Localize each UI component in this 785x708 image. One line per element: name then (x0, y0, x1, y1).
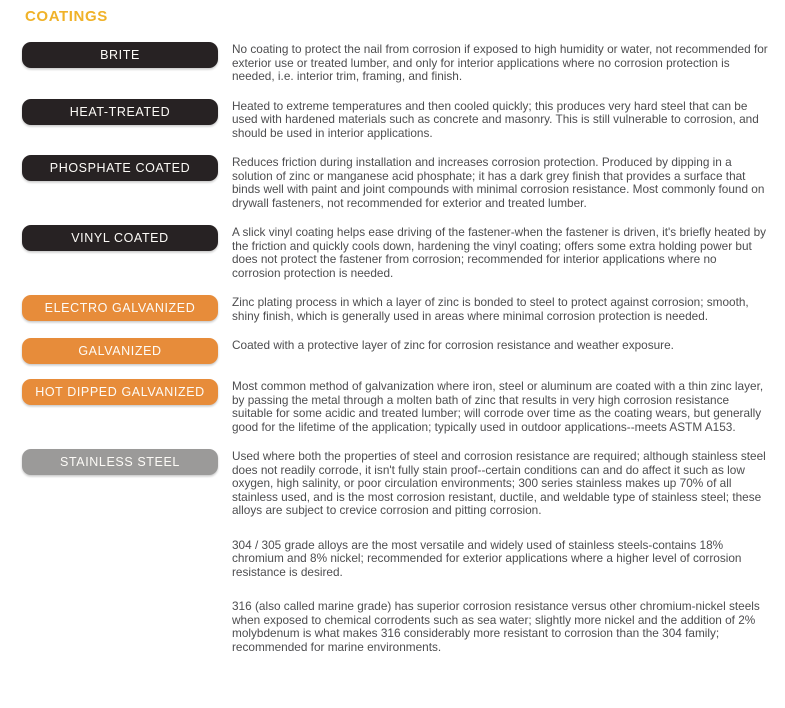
coating-row-hot-dipped-galvanized (22, 379, 768, 434)
description-paragraph: Used where both the properties of steel and corrosion resistance are required; although stainless steel does not readily corrode, it isn't fully stain proof--certain conditions can and do affect it such as low oxygen, high salinity, or poor circulation environments; 300 series stainless makes up 70% of all stainless used, and is the most corrosion resistant, ductile, and weldable type of stainless steel; these alloys are subject to crevice corrosion and pitting corrosion. (232, 449, 766, 517)
coating-row-galvanized (22, 338, 768, 364)
description-paragraph: Heated to extreme temperatures and then cooled quickly; this produces very hard steel that can be used with hardened materials such as concrete and masonry. This is still vulnerable to corrosion, and should be used in interior applications. (232, 98, 759, 140)
coating-description-hot-dipped-galvanized (232, 379, 768, 434)
coating-description-stainless-steel (232, 449, 768, 654)
coating-row-electro-galvanized (22, 295, 768, 323)
coating-description-brite (232, 42, 768, 84)
coating-row-heat-treated (22, 99, 768, 141)
coatings-list (22, 42, 768, 654)
coating-description-heat-treated (232, 99, 768, 141)
description-paragraph: A slick vinyl coating helps ease driving of the fastener-when the fastener is driven, it's briefly heated by the friction and quickly cools down, hardening the vinyl coating; offers some extra holding power but does not protect the fastener from corrosion; recommended for interior applications where no corrosion protection is needed. (232, 225, 767, 280)
description-paragraph: Coated with a protective layer of zinc for corrosion resistance and weather exposure. (232, 338, 674, 352)
coating-badge-brite: BRITE (22, 42, 218, 68)
coating-row-stainless-steel (22, 449, 768, 654)
description-paragraph: Reduces friction during installation and increases corrosion protection. Produced by dipping in a solution of zinc or manganese acid phosphate; it has a dark grey finish that provides a surface that binds well with paint and joint compounds with minimal corrosion resistance. Most commonly found on drywall fasteners, not recommended for exterior and treated lumber. (232, 155, 765, 210)
coating-row-brite (22, 42, 768, 84)
coating-badge-heat-treated: HEAT-TREATED (22, 99, 218, 125)
coating-row-vinyl-coated (22, 225, 768, 280)
coating-description-electro-galvanized (232, 295, 768, 323)
coating-badge-phosphate-coated: PHOSPHATE COATED (22, 155, 218, 181)
coating-description-galvanized (232, 338, 768, 353)
coating-row-phosphate-coated (22, 155, 768, 210)
description-paragraph: No coating to protect the nail from corrosion if exposed to high humidity or water, not recommended for exterior use or treated lumber, and only for interior applications where no corrosion protection is needed, i.e. interior trim, framing, and finish. (232, 42, 768, 83)
description-paragraph: Most common method of galvanization where iron, steel or aluminum are coated with a thin zinc layer, by passing the metal through a molten bath of zinc that results in very high corrosion resistance suitable for some acidic and treated lumber; will corrode over time as the coating wears, but generally good for the lifetime of the application; typically used in outdoor applications--meets ASTM A153. (232, 379, 764, 434)
coating-badge-electro-galvanized: ELECTRO GALVANIZED (22, 295, 218, 321)
coating-description-phosphate-coated (232, 155, 768, 210)
description-paragraph: 304 / 305 grade alloys are the most versatile and widely used of stainless steels-contains 18% chromium and 8% nickel; recommended for exterior applications where a higher level of corrosion resistance is desired. (232, 537, 742, 579)
coating-badge-hot-dipped-galvanized: HOT DIPPED GALVANIZED (22, 379, 218, 405)
description-paragraph: Zinc plating process in which a layer of zinc is bonded to steel to protect against corrosion; smooth, shiny finish, which is generally used in areas where minimal corrosion protection is needed. (232, 295, 749, 323)
page-title: COATINGS (25, 8, 108, 25)
coating-badge-stainless-steel: STAINLESS STEEL (22, 449, 218, 475)
description-paragraph: 316 (also called marine grade) has superior corrosion resistance versus other chromium-nickel steels when exposed to chemical corrodents such as sea water; slightly more nickel and the addition of 2% molybdenum is what makes 316 considerably more resistant to corrosion than the 304 family; recommended for marine environments. (232, 599, 760, 654)
coating-description-vinyl-coated (232, 225, 768, 280)
coating-badge-vinyl-coated: VINYL COATED (22, 225, 218, 251)
coating-badge-galvanized: GALVANIZED (22, 338, 218, 364)
